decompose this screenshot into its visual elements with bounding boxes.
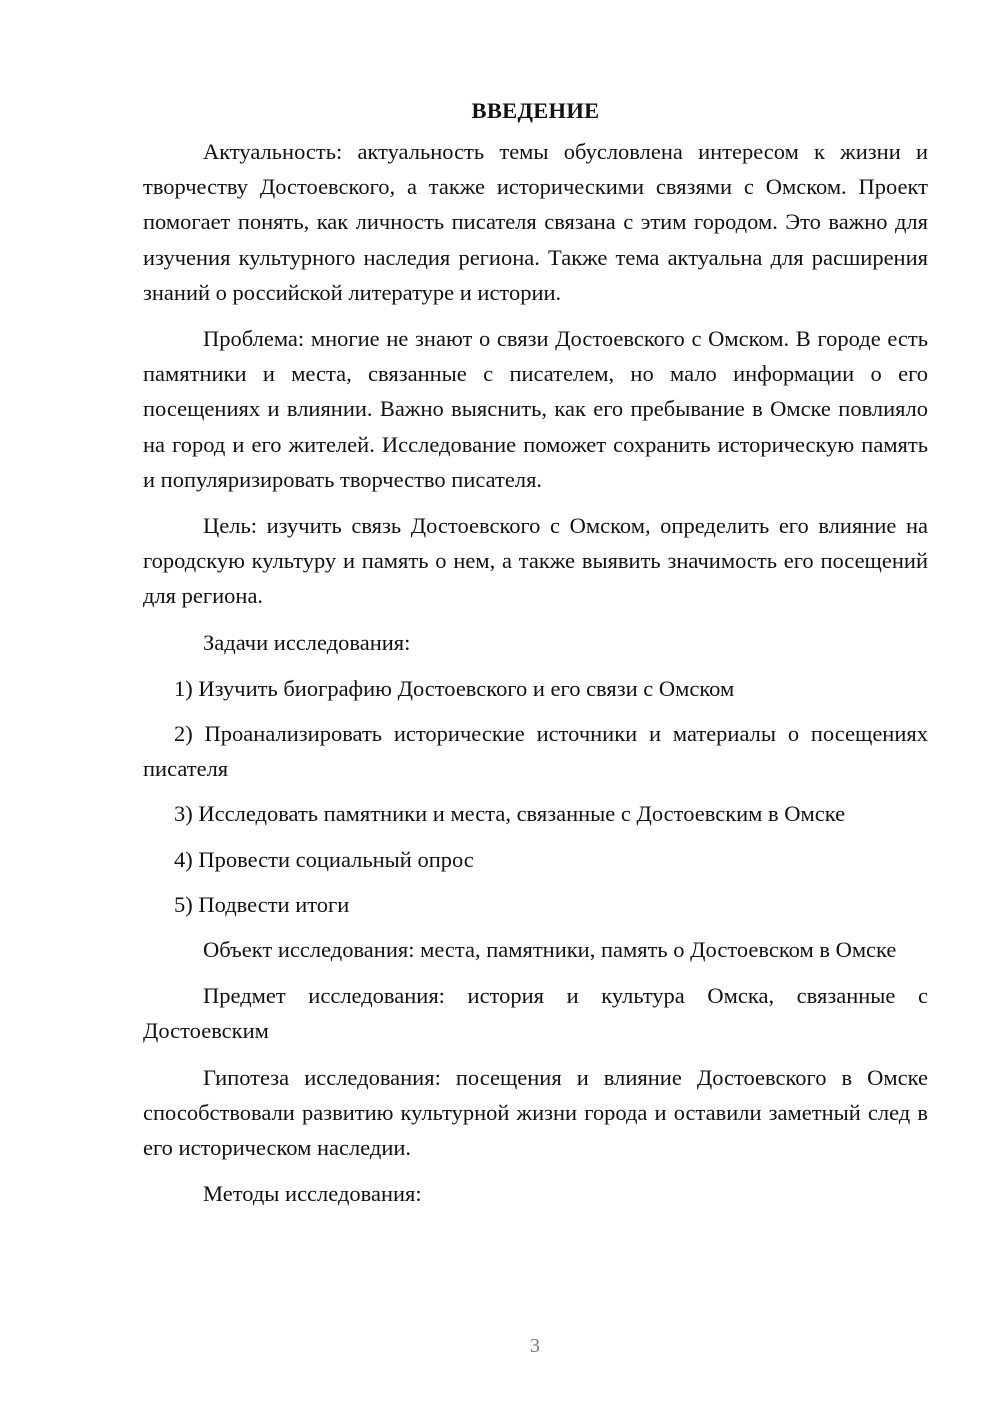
subject-paragraph: Предмет исследования: история и культура Омска, связанные с Достоевским [143, 983, 928, 1044]
methods-heading: Методы исследования: [203, 1181, 422, 1207]
page-number: 3 [530, 1335, 540, 1357]
task-item-2: 2) Проанализировать исторические источники и материалы о посещениях писателя [143, 721, 928, 782]
object-paragraph: Объект исследования: места, памятники, память о Достоевском в Омске [203, 937, 897, 963]
page-title: ВВЕДЕНИЕ [471, 98, 600, 123]
task-item-4: 4) Провести социальный опрос [174, 846, 474, 872]
goal-paragraph: Цель: изучить связь Достоевского с Омском, определить его влияние на городскую культуру и память о нем, а также выявить значимость его посещений для региона. [143, 513, 928, 609]
relevance-paragraph: Актуальность: актуальность темы обусловлена интересом к жизни и творчеству Достоевского, а также историческими связями с Омском. Проект помогает понять, как личность писателя связана с этим городом. Это важно для изучения культурного наследия региона. Также тема актуальна для расширения знаний о российской литературе и истории. [143, 139, 928, 305]
tasks-heading: Задачи исследования: [203, 629, 411, 655]
task-item-5: 5) Подвести итоги [174, 891, 350, 917]
tasks-list [143, 671, 928, 922]
problem-paragraph: Проблема: многие не знают о связи Достоевского с Омском. В городе есть памятники и места, связанные с писателем, но мало информации о его посещениях и влиянии. Важно выяснить, как его пребывание в Омске повлияло на город и его жителей. Исследование поможет сохранить историческую память и популяризировать творчество писателя. [143, 326, 928, 492]
task-item-1: 1) Изучить биографию Достоевского и его связи с Омском [174, 675, 735, 701]
page-content [143, 96, 928, 1222]
task-item-3: 3) Исследовать памятники и места, связанные с Достоевским в Омске [174, 801, 846, 827]
hypothesis-paragraph: Гипотеза исследования: посещения и влияние Достоевского в Омске способствовали развитию культурной жизни города и оставили заметный след в его историческом наследии. [143, 1064, 928, 1161]
